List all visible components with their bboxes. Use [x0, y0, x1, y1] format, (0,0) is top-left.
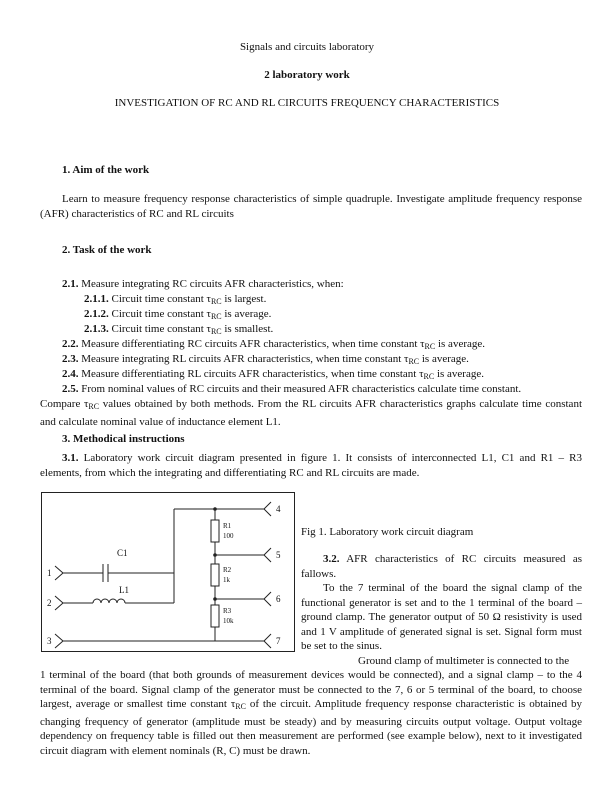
terminal-2-arrow [55, 596, 63, 610]
terminal-4-label: 4 [276, 504, 281, 514]
terminal-7-label: 7 [276, 636, 281, 646]
r1-label: R1 [223, 522, 232, 530]
terminal-4-arrow [264, 502, 271, 516]
task-item-2-1: 2.1. Measure integrating RC circuits AFR characteristics, when: [62, 278, 344, 290]
r3-label: R3 [223, 607, 232, 615]
lab-title: Signals and circuits laboratory [239, 41, 375, 53]
section-3-2-heading: 3.2. AFR characteristics of RC circuits measured as fallows. [301, 553, 582, 580]
terminal-5-label: 5 [276, 550, 281, 560]
main-title: INVESTIGATION OF RC AND RL CIRCUITS FREQUENCY CHARACTERISTICS [114, 97, 500, 109]
r2-body [211, 564, 219, 586]
section-3-2-side-last: Ground clamp of multimeter is connected to the [358, 655, 570, 667]
l1-coil [93, 599, 125, 603]
r3-body [211, 605, 219, 627]
section-3-2-side-text: To the 7 terminal of the board the signal clamp of the functional generator is set and to the 1 terminal of the board – ground clamp. The generator output of 50 Ω resistivity is used and 1 V amplitude of generated signal is set. Signal form must be set to the sinus. [301, 582, 582, 653]
task-item-2-5-cont: Compare $\tau_{RC}$ values obtained by both methods. From the RL circuits AFR characteristics graphs calculate time constant and calculate nominal value of inductance element L1. [40, 398, 582, 428]
aim-text: Learn to measure frequency response characteristics of simple quadruple. Investigate amplitude frequency response (AFR) characteristics of RC and RL circuits [40, 193, 582, 220]
task-item-2-3: 2.3. Measure integrating RL circuits AFR characteristics, when time constant $\tau_{RC}$ is average. [62, 353, 469, 366]
terminal-1-arrow [55, 566, 63, 580]
task-item-2-1-2: 2.1.2. Circuit time constant $\tau_{RC}$ is average. [84, 308, 272, 321]
task-item-2-2: 2.2. Measure differentiating RC circuits AFR characteristics, when time constant $\tau_{RC}$ is average. [62, 338, 485, 351]
circuit-diagram [41, 492, 295, 652]
task-item-2-1-3: 2.1.3. Circuit time constant $\tau_{RC}$ is smallest. [84, 323, 274, 336]
r2-value: 1k [223, 576, 230, 584]
work-title: 2 laboratory work [264, 69, 350, 81]
r2-label: R2 [223, 566, 232, 574]
task-heading: 2. Task of the work [62, 244, 152, 256]
terminal-6-arrow [264, 592, 271, 606]
methodical-item-3-1: 3.1. Laboratory work circuit diagram presented in figure 1. It consists of interconnected L1, C1 and R1 – R3 elements, from which the integrating and differentiating RC and RL circuits are made. [40, 452, 583, 479]
terminal-1-label: 1 [47, 568, 52, 578]
task-item-2-4: 2.4. Measure differentiating RL circuits AFR characteristics, when time constant $\tau_{RC}$ is average. [62, 368, 484, 381]
figure-caption: Fig 1. Laboratory work circuit diagram [301, 526, 474, 538]
c1-label: C1 [117, 548, 128, 558]
terminal-6-label: 6 [276, 594, 281, 604]
terminal-3-arrow [55, 634, 63, 648]
terminal-2-label: 2 [47, 598, 52, 608]
methodical-heading: 3. Methodical instructions [62, 433, 185, 445]
r1-value: 100 [223, 532, 234, 540]
r3-value: 10k [223, 617, 234, 625]
r1-body [211, 520, 219, 542]
aim-heading: 1. Aim of the work [62, 164, 150, 176]
terminal-5-arrow [264, 548, 271, 562]
terminal-7-arrow [264, 634, 271, 648]
section-3-2-body: 1 terminal of the board (that both grounds of measurement devices would be connected), and a signal clamp – to the 4 terminal of the board. Signal clamp of the generator must be connected to the 7, 6 or 5 terminal of the board, to choose largest, average or smallest time constant $\tau_{RC}$ of the circuit. Amplitude frequency response characteristic is obtained by changing frequency of generator (amplitude must be steady) and by measuring circuits output voltage. Output voltage dependency on frequency table is filled out then measurement are performed (see example below), next to it investigated circuit diagram with element nominals (R, C) must be drawn. [40, 669, 582, 757]
l1-label: L1 [119, 585, 129, 595]
terminal-3-label: 3 [47, 636, 52, 646]
task-item-2-1-1: 2.1.1. Circuit time constant $\tau_{RC}$ is largest. [84, 293, 267, 306]
task-item-2-5: 2.5. From nominal values of RC circuits and their measured AFR characteristics calculate time constant. [62, 383, 522, 395]
